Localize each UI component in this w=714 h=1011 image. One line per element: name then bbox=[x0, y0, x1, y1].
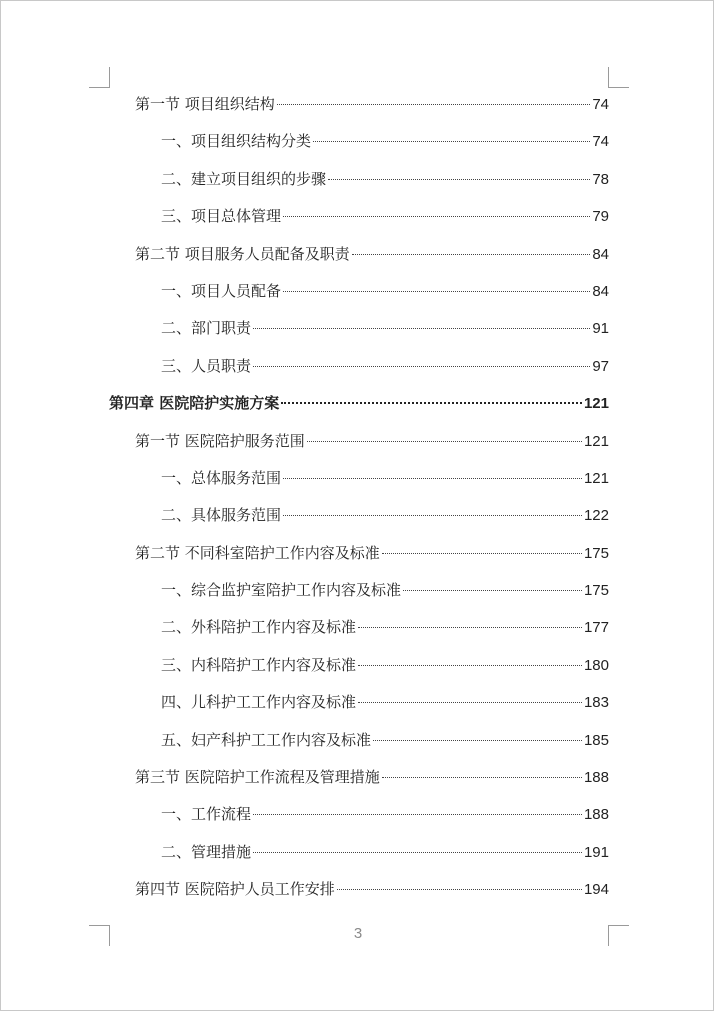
toc-entry[interactable] bbox=[109, 684, 609, 721]
toc-dot-leader bbox=[337, 889, 582, 890]
toc-entry-title: 三、项目总体管理 bbox=[161, 207, 282, 226]
toc-entry-title: 第一节 项目组织结构 bbox=[135, 95, 275, 113]
toc-dot-leader bbox=[253, 814, 582, 815]
toc-entry[interactable] bbox=[109, 796, 609, 833]
toc-entry-page: 191 bbox=[583, 843, 609, 861]
toc-entry-title: 二、外科陪护工作内容及标准 bbox=[161, 618, 357, 637]
toc-entry-title: 第三节 医院陪护工作流程及管理措施 bbox=[135, 768, 380, 787]
toc-entry-title: 一、工作流程 bbox=[161, 805, 252, 824]
toc-entry-title: 第四章 医院陪护实施方案 bbox=[109, 394, 280, 413]
toc-entry-title: 一、项目组织结构分类 bbox=[161, 132, 312, 151]
toc-entry-page: 185 bbox=[583, 731, 609, 749]
toc-entry[interactable] bbox=[109, 834, 609, 871]
toc-dot-leader bbox=[358, 702, 582, 703]
toc-entry-page: 194 bbox=[583, 881, 609, 899]
toc-entry[interactable] bbox=[109, 871, 609, 908]
toc-entry-title: 第一节 医院陪护服务范围 bbox=[135, 431, 305, 450]
toc-entry-title: 第二节 项目服务人员配备及职责 bbox=[135, 244, 350, 263]
toc-entry[interactable] bbox=[109, 348, 609, 385]
toc-entry-title: 五、妇产科护工工作内容及标准 bbox=[161, 730, 372, 749]
page-number: 3 bbox=[353, 925, 363, 942]
toc-entry-page: 183 bbox=[583, 694, 609, 712]
toc-entry-page: 175 bbox=[583, 582, 609, 600]
toc-entry[interactable] bbox=[109, 123, 609, 160]
toc-entry-page: 78 bbox=[592, 170, 609, 188]
toc-entry[interactable] bbox=[109, 722, 609, 759]
toc-entry[interactable] bbox=[109, 460, 609, 497]
toc-dot-leader bbox=[403, 590, 582, 591]
toc-entry-title: 三、人员职责 bbox=[161, 356, 252, 375]
toc-dot-leader bbox=[382, 553, 582, 554]
toc-dot-leader bbox=[281, 402, 582, 404]
toc-dot-leader bbox=[277, 104, 591, 105]
toc-entry[interactable] bbox=[109, 86, 609, 123]
toc-entry[interactable] bbox=[109, 236, 609, 273]
toc-entry[interactable] bbox=[109, 759, 609, 796]
toc-dot-leader bbox=[283, 515, 582, 516]
toc-entry[interactable] bbox=[109, 310, 609, 347]
toc-dot-leader bbox=[358, 627, 582, 628]
toc-entry-title: 第四节 医院陪护人员工作安排 bbox=[135, 880, 335, 899]
toc-entry-page: 180 bbox=[583, 656, 609, 674]
table-of-contents bbox=[109, 86, 609, 909]
toc-entry[interactable] bbox=[109, 198, 609, 235]
toc-entry-page: 74 bbox=[592, 133, 609, 151]
toc-entry[interactable] bbox=[109, 609, 609, 646]
margin-corner-top-left bbox=[89, 67, 110, 88]
toc-entry[interactable] bbox=[109, 385, 609, 422]
toc-dot-leader bbox=[307, 441, 582, 442]
toc-entry-page: 188 bbox=[583, 769, 609, 787]
toc-entry-page: 122 bbox=[583, 507, 609, 525]
toc-entry[interactable] bbox=[109, 647, 609, 684]
toc-entry[interactable] bbox=[109, 273, 609, 310]
toc-entry-page: 121 bbox=[583, 432, 609, 450]
toc-dot-leader bbox=[253, 366, 590, 367]
toc-dot-leader bbox=[373, 740, 582, 741]
toc-dot-leader bbox=[283, 478, 582, 479]
toc-entry-title: 二、具体服务范围 bbox=[161, 506, 282, 525]
toc-entry-page: 97 bbox=[592, 357, 609, 375]
toc-entry-page: 121 bbox=[583, 469, 609, 487]
toc-entry[interactable] bbox=[109, 161, 609, 198]
toc-dot-leader bbox=[283, 216, 590, 217]
toc-entry-page: 175 bbox=[583, 544, 609, 562]
toc-entry[interactable] bbox=[109, 535, 609, 572]
toc-entry-page: 74 bbox=[592, 96, 609, 113]
toc-dot-leader bbox=[358, 665, 582, 666]
toc-dot-leader bbox=[352, 254, 591, 255]
toc-entry-page: 79 bbox=[592, 208, 609, 226]
toc-dot-leader bbox=[253, 328, 590, 329]
toc-entry-title: 三、内科陪护工作内容及标准 bbox=[161, 655, 357, 674]
toc-entry-title: 四、儿科护工工作内容及标准 bbox=[161, 693, 357, 712]
toc-entry-title: 一、综合监护室陪护工作内容及标准 bbox=[161, 581, 402, 600]
toc-entry[interactable] bbox=[109, 497, 609, 534]
toc-dot-leader bbox=[283, 291, 590, 292]
toc-entry-title: 二、管理措施 bbox=[161, 842, 252, 861]
margin-corner-top-right bbox=[608, 67, 629, 88]
toc-entry-title: 一、项目人员配备 bbox=[161, 281, 282, 300]
toc-entry-title: 二、部门职责 bbox=[161, 319, 252, 338]
toc-dot-leader bbox=[313, 141, 590, 142]
toc-dot-leader bbox=[328, 179, 590, 180]
toc-dot-leader bbox=[382, 777, 582, 778]
toc-dot-leader bbox=[253, 852, 582, 853]
toc-entry[interactable] bbox=[109, 423, 609, 460]
toc-entry-page: 84 bbox=[592, 245, 609, 263]
toc-entry-title: 一、总体服务范围 bbox=[161, 468, 282, 487]
toc-entry-title: 二、建立项目组织的步骤 bbox=[161, 169, 327, 188]
toc-entry-page: 84 bbox=[592, 282, 609, 300]
toc-entry[interactable] bbox=[109, 572, 609, 609]
toc-entry-title: 第二节 不同科室陪护工作内容及标准 bbox=[135, 543, 380, 562]
toc-entry-page: 177 bbox=[583, 619, 609, 637]
toc-entry-page: 121 bbox=[583, 395, 609, 413]
toc-entry-page: 91 bbox=[592, 320, 609, 338]
toc-entry-page: 188 bbox=[583, 806, 609, 824]
